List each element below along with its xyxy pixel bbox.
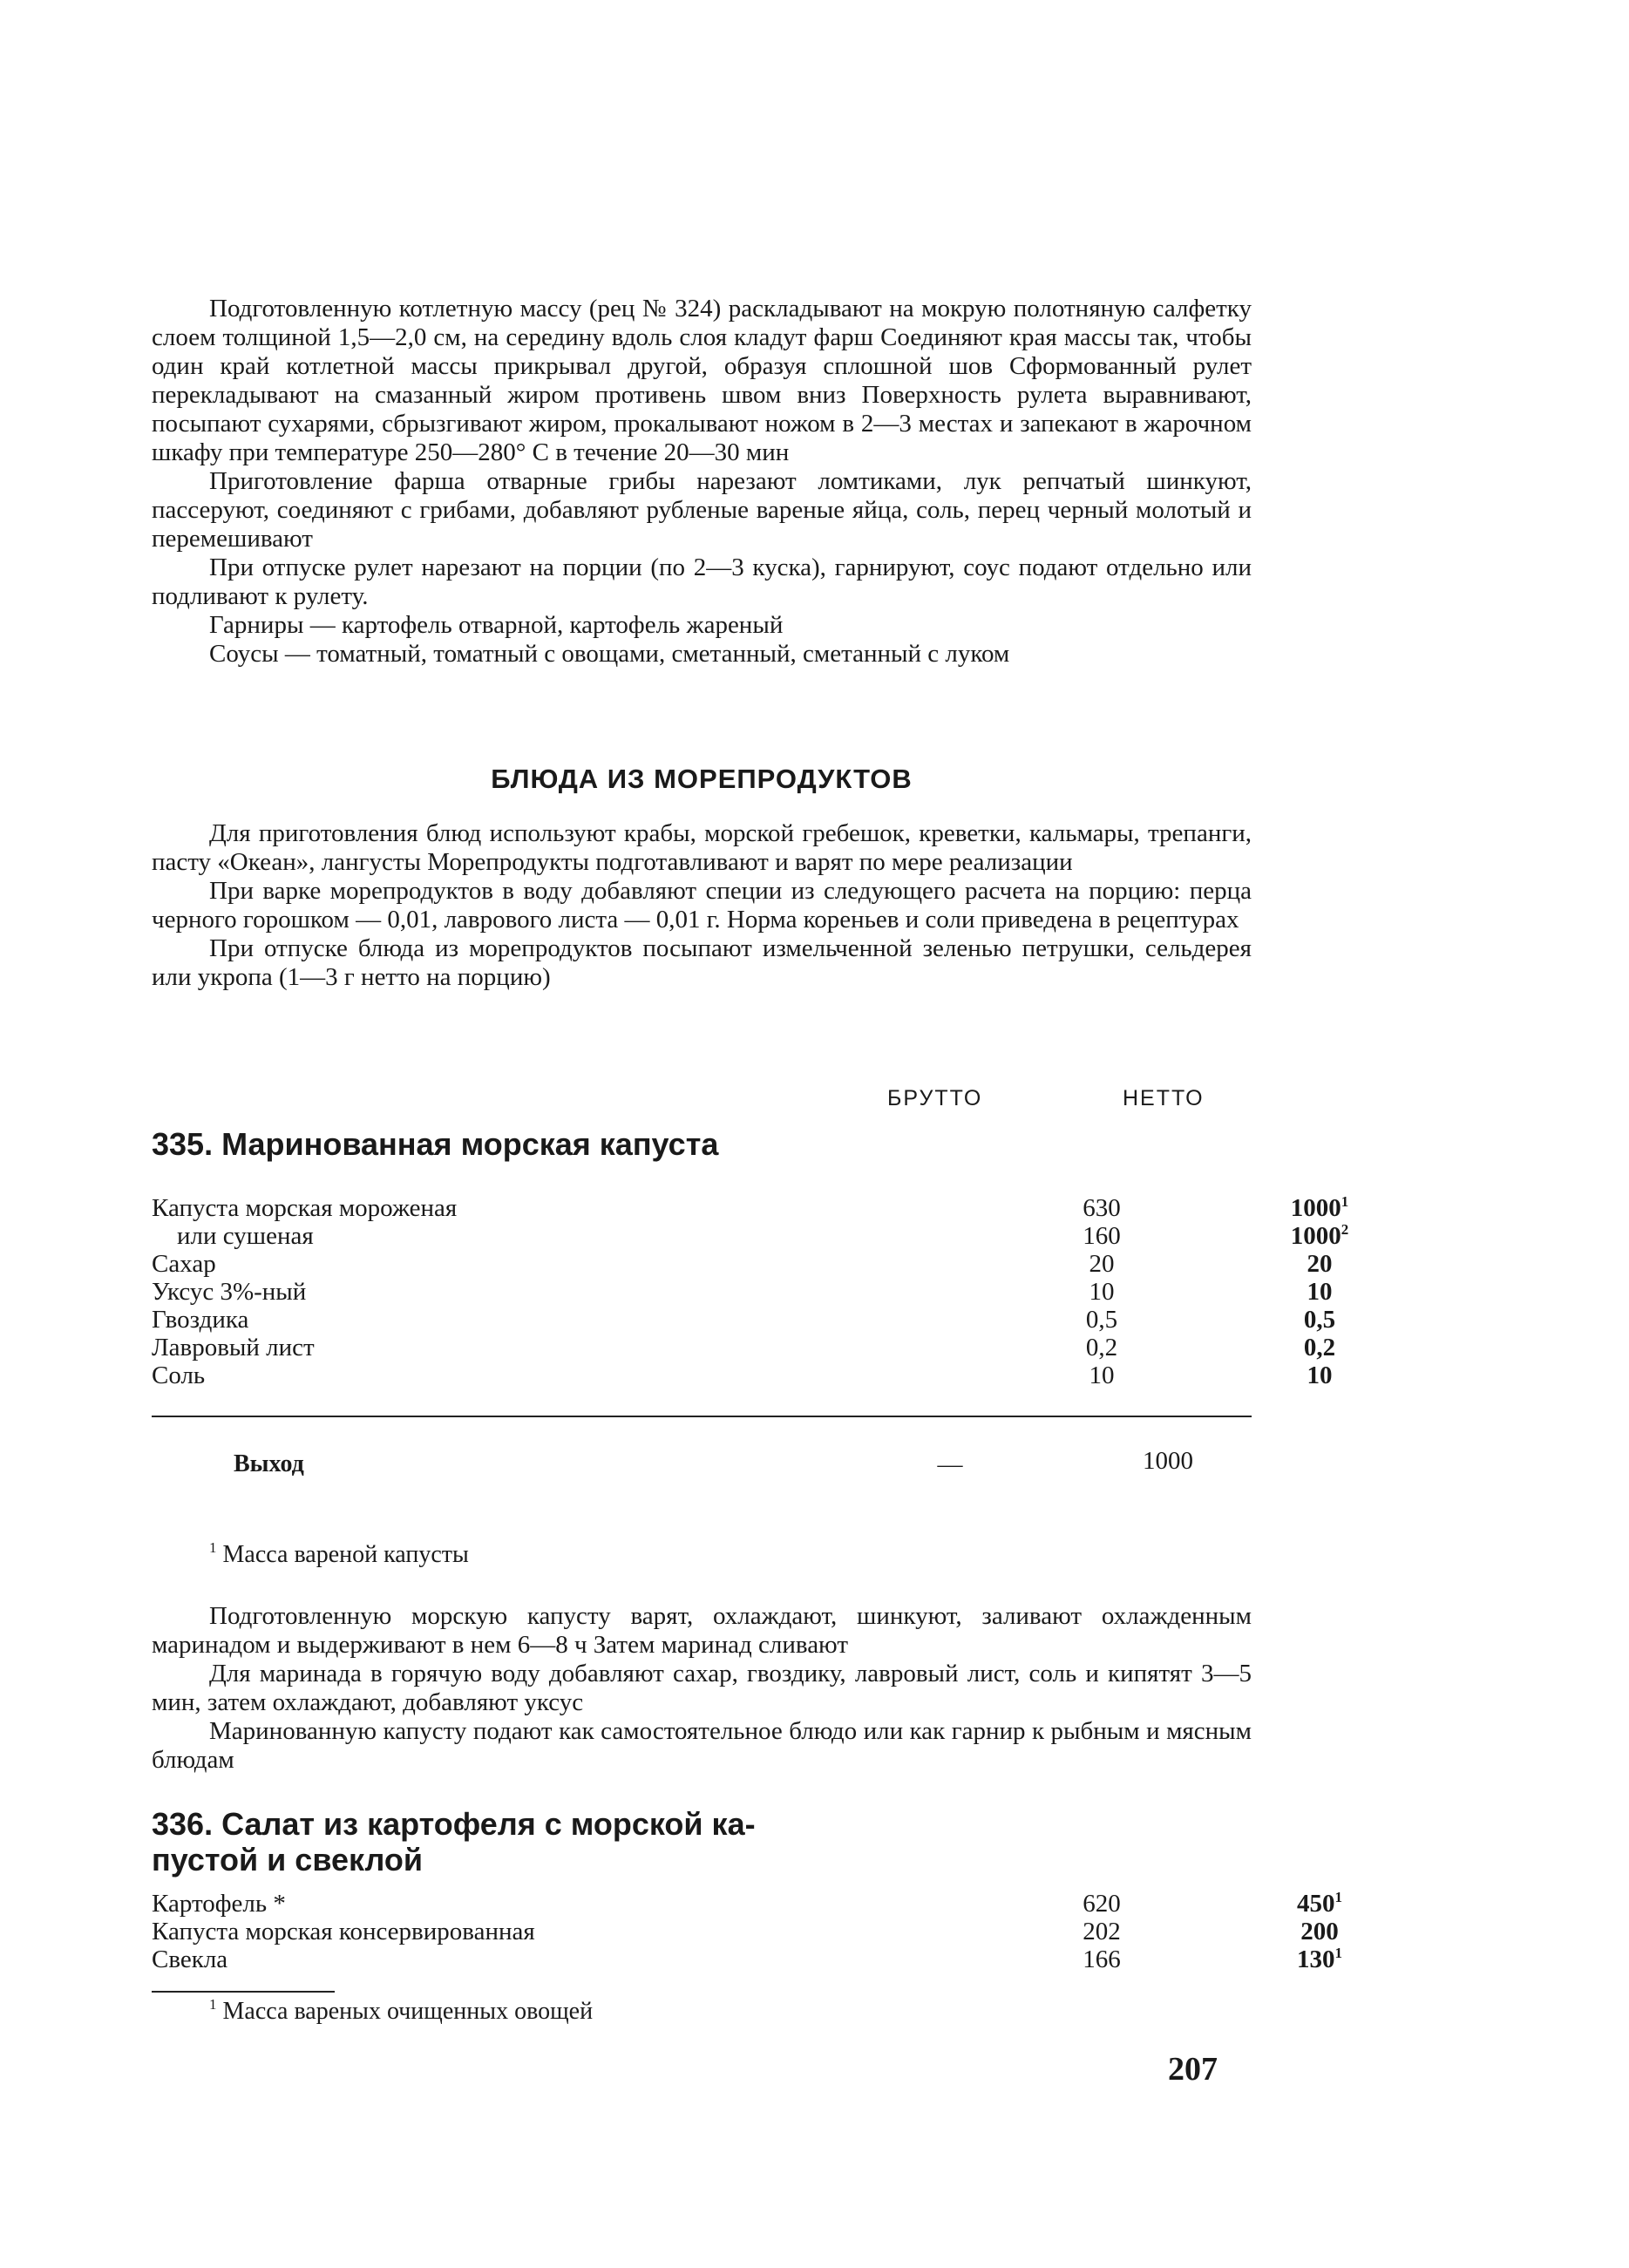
footnote-text: Масса вареных очищенных овощей xyxy=(222,1998,594,2025)
netto-value: 20 xyxy=(1307,1250,1333,1278)
ingredient-name: Гвоздика xyxy=(152,1306,249,1334)
brutto-value: 10 xyxy=(1089,1278,1115,1306)
footnote-mark: 1 xyxy=(209,1996,217,2013)
column-header-netto: НЕТТО xyxy=(1123,1086,1205,1110)
footnote-mark: 2 xyxy=(1341,1221,1349,1238)
intro-text xyxy=(152,295,1252,669)
ingredient-name: Капуста морская мороженая xyxy=(152,1194,458,1222)
footnote-mark: 1 xyxy=(1334,1945,1342,1961)
recipe-title-335: 335. Маринованная морская капуста xyxy=(152,1126,719,1162)
paragraph: Подготовленную морскую капусту варят, охлаждают, шинкуют, заливают охлажденным маринадом и выдерживают в нем 6—8 ч Затем маринад сливают xyxy=(152,1602,1252,1659)
section-title: БЛЮДА ИЗ МОРЕПРОДУКТОВ xyxy=(491,764,913,794)
ingredient-name: Уксус 3%-ный xyxy=(152,1278,307,1306)
table-row xyxy=(152,1193,1349,1222)
brutto-value: 166 xyxy=(1083,1945,1121,1973)
paragraph: Маринованную капусту подают как самостоятельное блюдо или как гарнир к рыбным и мясным блюдам xyxy=(152,1717,1252,1774)
ingredient-name: Картофель * xyxy=(152,1890,286,1918)
brutto-value: 630 xyxy=(1083,1194,1121,1222)
footnote-rule xyxy=(152,1991,335,1993)
footnote-mark: 1 xyxy=(209,1539,217,1556)
column-header-brutto: БРУТТО xyxy=(887,1086,983,1110)
ingredient-name: Соль xyxy=(152,1361,206,1389)
recipe-title-336 xyxy=(152,1806,756,1878)
table-row xyxy=(152,1889,1342,1918)
page-number: 207 xyxy=(1168,2051,1218,2088)
recipe-title-line: пустой и свеклой xyxy=(152,1842,423,1878)
paragraph: При варке морепродуктов в воду добавляют специи из следующего расчета на порцию: перца черного горошком — 0,01, лаврового листа — 0,01 г. Норма кореньев и соли приведена в рецептурах xyxy=(152,877,1252,934)
recipe-title-line: 336. Салат из картофеля с морской ка- xyxy=(152,1806,756,1842)
brutto-value: 0,2 xyxy=(1085,1334,1118,1361)
paragraph: При отпуске рулет нарезают на порции (по 2—3 куска), гарнируют, соус подают отдельно или подливают к рулету. xyxy=(152,553,1252,610)
ingredient-table-335 xyxy=(152,1193,1349,1389)
netto-value: 200 xyxy=(1300,1918,1339,1945)
netto-value: 10 xyxy=(1307,1278,1333,1306)
netto-value: 130 xyxy=(1297,1945,1335,1973)
netto-value: 450 xyxy=(1297,1890,1335,1918)
yield-brutto: — xyxy=(937,1450,963,1478)
footnote-text: Масса вареной капусты xyxy=(222,1541,469,1568)
table-rule xyxy=(152,1416,1252,1417)
netto-value: 1000 xyxy=(1290,1222,1341,1250)
table-row xyxy=(152,1250,1333,1278)
netto-value: 1000 xyxy=(1290,1194,1341,1222)
netto-cell xyxy=(1259,1222,1381,1251)
table-row xyxy=(152,1221,1349,1250)
ingredient-name: Сахар xyxy=(152,1250,216,1278)
ingredient-name: Капуста морская консервированная xyxy=(152,1918,535,1945)
yield-label: Выход xyxy=(234,1450,304,1477)
paragraph: Для приготовления блюд используют крабы, морской гребешок, креветки, кальмары, трепанги, пасту «Океан», лангусты Морепродукты подготавливают и варят по мере реализации xyxy=(152,819,1252,876)
netto-value: 10 xyxy=(1307,1361,1333,1389)
footnote-336 xyxy=(209,1998,593,2026)
table-row xyxy=(152,1361,1333,1389)
paragraph: Для маринада в горячую воду добавляют сахар, гвоздику, лавровый лист, соль и кипятят 3—5 мин, затем охлаждают, добавляют уксус xyxy=(152,1660,1252,1716)
brutto-value: 20 xyxy=(1089,1250,1115,1278)
ingredient-name: Свекла xyxy=(152,1945,228,1973)
paragraph: Приготовление фарша отварные грибы нарезают ломтиками, лук репчатый шинкуют, пассеруют, соединяют с грибами, добавляют рубленые вареные яйца, соль, перец черный молотый и перемешивают xyxy=(152,467,1252,553)
netto-value: 0,2 xyxy=(1303,1334,1336,1361)
netto-value: 0,5 xyxy=(1303,1306,1336,1334)
yield-netto: 1000 xyxy=(1143,1447,1193,1475)
ingredient-name: или сушеная xyxy=(152,1222,314,1250)
footnote-335 xyxy=(209,1541,469,1569)
table-row xyxy=(152,1918,1339,1945)
paragraph: Соусы — томатный, томатный с овощами, сметанный, сметанный с луком xyxy=(209,640,1010,668)
ingredient-table-336 xyxy=(152,1889,1342,1973)
netto-cell xyxy=(1259,1194,1381,1223)
table-row xyxy=(152,1334,1336,1361)
brutto-value: 202 xyxy=(1083,1918,1121,1945)
recipe-335-method xyxy=(152,1602,1252,1775)
table-row xyxy=(152,1278,1333,1306)
paragraph: Гарниры — картофель отварной, картофель жареный xyxy=(209,611,784,639)
brutto-value: 620 xyxy=(1083,1890,1121,1918)
section-text xyxy=(152,819,1252,992)
netto-cell xyxy=(1259,1890,1381,1918)
footnote-mark: 1 xyxy=(1341,1193,1349,1210)
table-row xyxy=(152,1945,1342,1973)
brutto-value: 160 xyxy=(1083,1222,1121,1250)
paragraph: Подготовленную котлетную массу (рец № 324) раскладывают на мокрую полотняную салфетку слоем толщиной 1,5—2,0 см, на середину вдоль слоя кладут фарш Соединяют края массы так, чтобы один край котлетной массы прикрывал другой, образуя сплошной шов Сформованный рулет перекладывают на смазанный жиром противень швом вниз Поверхность рулета выравнивают, посыпают сухарями, сбрызгивают жиром, прокалывают ножом в 2—3 местах и запекают в жарочном шкафу при температуре 250—280° С в течение 20—30 мин xyxy=(152,295,1252,466)
brutto-value: 0,5 xyxy=(1085,1306,1118,1334)
paragraph: При отпуске блюда из морепродуктов посыпают измельченной зеленью петрушки, сельдерея или укропа (1—3 г нетто на порцию) xyxy=(152,934,1252,991)
table-row xyxy=(152,1306,1336,1334)
netto-cell xyxy=(1259,1945,1381,1974)
ingredient-name: Лавровый лист xyxy=(152,1334,315,1361)
footnote-mark: 1 xyxy=(1334,1889,1342,1905)
brutto-value: 10 xyxy=(1089,1361,1115,1389)
